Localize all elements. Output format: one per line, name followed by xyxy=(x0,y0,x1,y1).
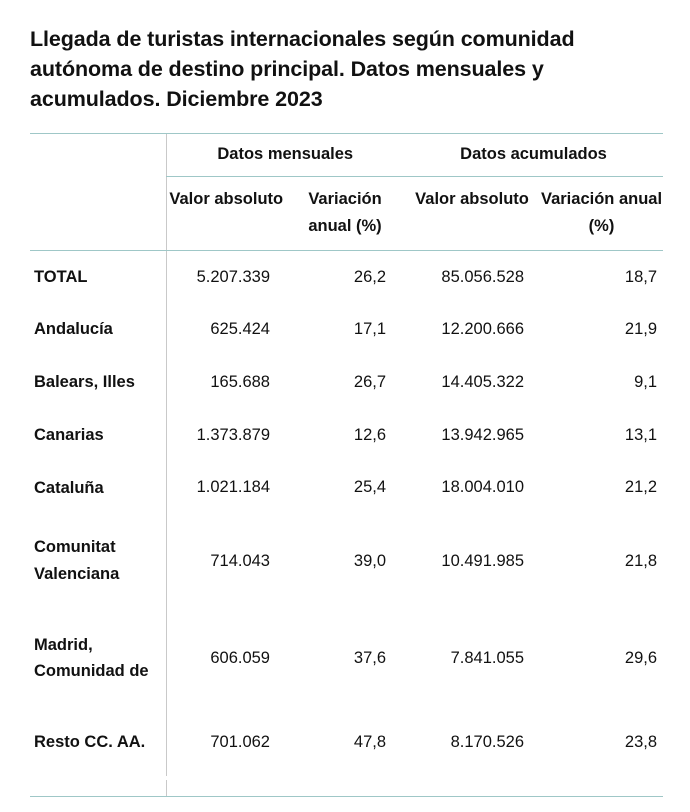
row-label: Resto CC. AA. xyxy=(34,733,146,752)
row-cumulative-variation: 21,8 xyxy=(624,551,658,570)
row-label: Balears, Illes xyxy=(34,373,135,392)
page-title: Llegada de turistas internacionales según comunidad autónoma de destino principal. Datos mensuales y acumulados. Diciembre 2023 xyxy=(30,27,575,112)
tourism-table xyxy=(30,133,663,776)
row-monthly-variation: 26,7 xyxy=(353,373,387,392)
header-group-monthly: Datos mensuales xyxy=(166,134,404,177)
table-row xyxy=(30,356,663,409)
row-label: Comunitat Valenciana xyxy=(34,538,120,584)
table-column-divider xyxy=(166,780,167,796)
row-cumulative-value: 85.056.528 xyxy=(441,267,525,286)
row-label: Cataluña xyxy=(34,478,104,497)
row-monthly-value: 714.043 xyxy=(166,514,286,607)
row-cumulative-value: 7.841.055 xyxy=(450,648,525,667)
row-cumulative-value: 14.405.322 xyxy=(441,373,525,392)
row-monthly-value: 5.207.339 xyxy=(166,250,286,303)
row-cumulative-value: 12.200.666 xyxy=(441,320,525,339)
row-cumulative-value: 18.004.010 xyxy=(441,478,525,497)
table-sub-header-row xyxy=(30,177,663,250)
table-row xyxy=(30,303,663,356)
row-label: Madrid, Comunidad de xyxy=(34,635,149,681)
row-cumulative-variation: 29,6 xyxy=(624,648,658,667)
table-body xyxy=(30,250,663,776)
row-cumulative-value: 10.491.985 xyxy=(441,551,525,570)
table-row xyxy=(30,709,663,776)
subheader-cumulative-value: Valor absoluto xyxy=(404,177,540,250)
row-monthly-variation: 47,8 xyxy=(353,733,387,752)
row-monthly-variation: 17,1 xyxy=(353,320,387,339)
header-corner xyxy=(30,134,166,177)
row-monthly-variation: 25,4 xyxy=(353,478,387,497)
row-monthly-variation: 26,2 xyxy=(353,267,387,286)
table-row xyxy=(30,409,663,462)
table-row xyxy=(30,462,663,515)
row-cumulative-variation: 9,1 xyxy=(634,373,658,392)
row-label: Andalucía xyxy=(34,320,113,339)
row-monthly-variation: 12,6 xyxy=(353,425,387,444)
row-cumulative-variation: 23,8 xyxy=(624,733,658,752)
subheader-cumulative-variation: Variación anual (%) xyxy=(540,177,663,250)
table-row xyxy=(30,514,663,607)
table-row xyxy=(30,250,663,303)
row-label: Canarias xyxy=(34,425,104,444)
subheader-corner xyxy=(30,177,166,250)
subheader-monthly-value: Valor absoluto xyxy=(166,177,286,250)
row-cumulative-variation: 18,7 xyxy=(624,267,658,286)
row-label: TOTAL xyxy=(34,267,88,286)
row-cumulative-variation: 13,1 xyxy=(624,425,658,444)
row-monthly-value: 1.021.184 xyxy=(166,462,286,515)
subheader-monthly-variation: Variación anual (%) xyxy=(286,177,404,250)
row-monthly-value: 701.062 xyxy=(166,709,286,776)
row-monthly-value: 1.373.879 xyxy=(166,409,286,462)
table-row xyxy=(30,608,663,709)
header-group-cumulative: Datos acumulados xyxy=(404,134,663,177)
table-head xyxy=(30,134,663,250)
table-group-header-row xyxy=(30,134,663,177)
row-cumulative-value: 8.170.526 xyxy=(450,733,525,752)
row-cumulative-variation: 21,2 xyxy=(624,478,658,497)
table-bottom-rule xyxy=(30,796,663,797)
row-monthly-value: 625.424 xyxy=(166,303,286,356)
row-monthly-variation: 37,6 xyxy=(353,648,387,667)
row-cumulative-value: 13.942.965 xyxy=(441,425,525,444)
row-cumulative-variation: 21,9 xyxy=(624,320,658,339)
row-monthly-value: 606.059 xyxy=(166,608,286,709)
row-monthly-variation: 39,0 xyxy=(353,551,387,570)
row-monthly-value: 165.688 xyxy=(166,356,286,409)
